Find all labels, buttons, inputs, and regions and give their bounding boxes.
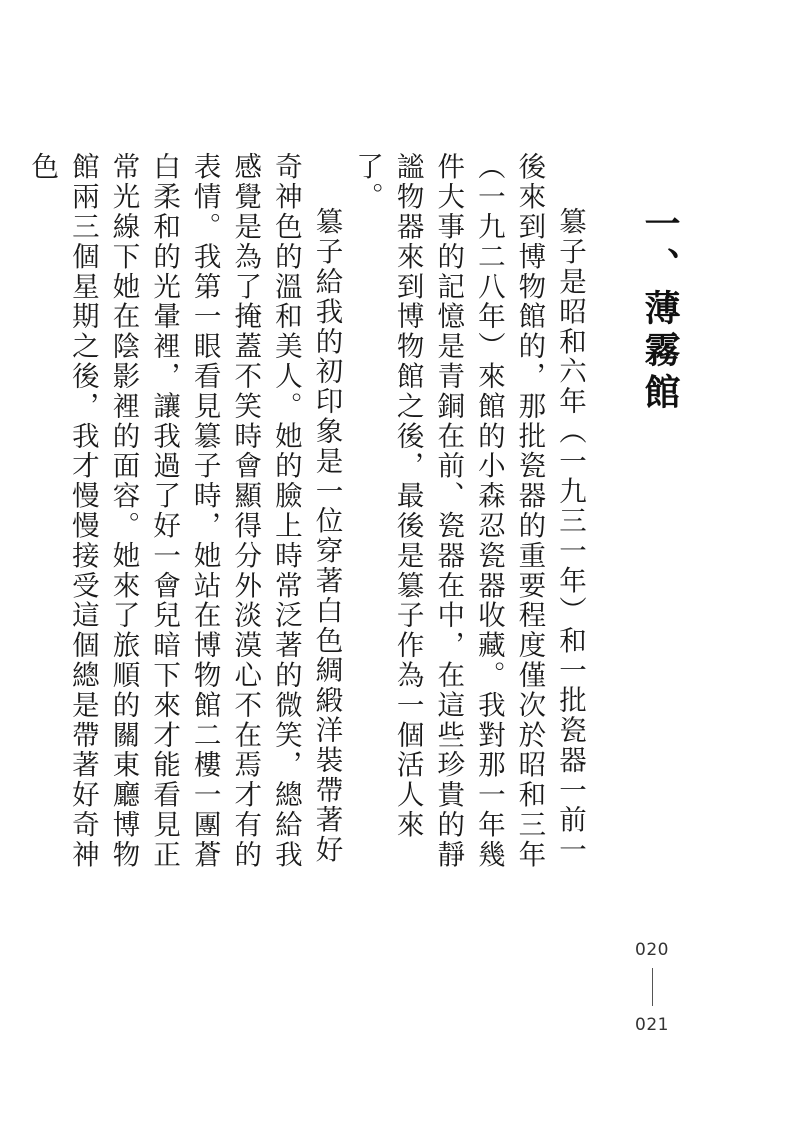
page-numbers [622, 940, 682, 1050]
page-number-divider [652, 968, 653, 1006]
paragraph-1: 簒子是昭和六年（一九三一年）和一批瓷器一前一後來到博物館的，那批瓷器的重要程度僅次於昭和三年（一九二八年）來館的小森忍瓷器收藏。我對那一年幾件大事的記憶是青銅在前、瓷器在中，在這些珍貴的靜謐物器來到博物館之後，最後是簒子作為一個活人來了。 [351, 152, 586, 870]
chapter-title: 一、薄霧館 [639, 205, 680, 415]
page-number-top: 020 [635, 940, 669, 960]
page-number-bottom: 021 [635, 1015, 669, 1035]
paragraph-2: 簒子給我的初印象是一位穿著白色綢緞洋裝帶著好奇神色的溫和美人。她的臉上時常泛著的微笑，總給我感覺是為了掩蓋不笑時會顯得分外淡漠心不在焉才有的表情。我第一眼看見簒子時，她站在博物館二樓一團蒼白柔和的光暈裡，讓我過了好一會兒暗下來才能看見正常光線下她在陰影裡的面容。她來了旅順的關東廳博物館兩三個星期之後，我才慢慢接受這個總是帶著好奇神色 [26, 152, 343, 870]
body-text [26, 152, 590, 872]
